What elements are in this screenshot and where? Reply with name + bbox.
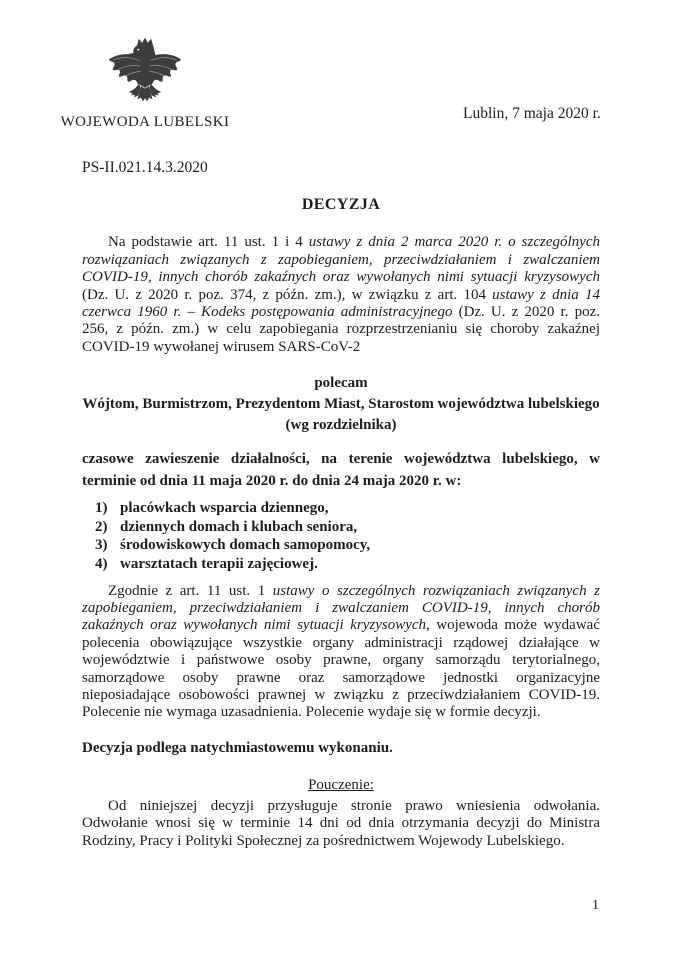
enforcement-clause: Decyzja podlega natychmiastowemu wykonaniu. <box>82 739 393 756</box>
code-title-italic: ustawy z dnia 14 czerwca 1960 r. – Kodeks postępowania administracyjnego <box>82 286 600 321</box>
list-item <box>95 555 600 574</box>
justification-paragraph: Zgodnie z art. 11 ust. 1 ustawy o szczególnych rozwiązaniach związanych z zapobieganiem, przeciwdziałaniem i zwalczaniem COVID-19, innych chorób zakaźnych oraz wywołanych nimi sytuacji kryzysowych, wojewoda może wydawać polecenia obowiązujące wszystkie organy administracji rządowej działające w województwie i państwowe osoby prawne, organy samorządu terytorialnego, samorządowe osoby prawne oraz samorządowe jednostki organizacyjne nieposiadające osobowości prawnej w związku z przeciwdziałaniem COVID-19. Polecenie nie wymaga uzasadnienia. Polecenie wydaje się w formie decyzji. <box>82 582 600 721</box>
order-distribution: (wg rozdzielnika) <box>285 417 397 434</box>
document-body <box>82 196 600 850</box>
order-verb: polecam <box>314 375 368 392</box>
list-item-number: 2) <box>95 518 108 535</box>
statute-title-italic: ustawy o szczególnych rozwiązaniach związanych z zapobieganiem, przeciwdziałaniem i zwalczaniem COVID-19, innych chorób zakaźnych oraz wywołanych nimi sytuacji kryzysowych <box>82 582 600 634</box>
legal-basis-paragraph: Na podstawie art. 11 ust. 1 i 4 ustawy z dnia 2 marca 2020 r. o szczególnych rozwiązaniach związanych z zapobieganiem, przeciwdziałaniem i zwalczaniem COVID-19, innych chorób zakaźnych oraz wywołanych nimi sytuacji kryzysowych (Dz. U. z 2020 r. poz. 374, z późn. zm.), w związku z art. 104 ustawy z dnia 14 czerwca 1960 r. – Kodeks postępowania administracyjnego (Dz. U. z 2020 r. poz. 256, z późn. zm.) w celu zapobiegania rozprzestrzenianiu się choroby zakaźnej COVID-19 wywołanej wirusem SARS-CoV-2 <box>82 234 600 355</box>
order-block <box>82 373 600 436</box>
document-title: DECYZJA <box>301 196 381 213</box>
list-item <box>95 518 600 537</box>
order-subject-paragraph: czasowe zawieszenie działalności, na terenie województwa lubelskiego, w terminie od dnia 11 maja 2020 r. do dnia 24 maja 2020 r. w: <box>82 451 600 489</box>
list-item <box>95 499 600 518</box>
list-item-number: 3) <box>95 537 108 554</box>
statute-title-italic: ustawy z dnia 2 marca 2020 r. o szczególnych rozwiązaniach związanych z zapobieganiem, przeciwdziałaniem i zwalczaniem COVID-19, innych chorób zakaźnych oraz wywołanych nimi sytuacji kryzysowych <box>82 234 600 286</box>
list-item-number: 1) <box>95 500 108 517</box>
list-item <box>95 536 600 555</box>
list-item-text: środowiskowych domach samopomocy, <box>120 537 371 554</box>
order-addressees: Wójtom, Burmistrzom, Prezydentom Miast, Starostom województwa lubelskiego <box>82 396 600 413</box>
page-number: 1 <box>592 898 599 913</box>
appeal-paragraph: Od niniejszej decyzji przysługuje stronie prawo wniesienia odwołania. Odwołanie wnosi się w terminie 14 dni od dnia otrzymania decyzji do Ministra Rodziny, Pracy i Polityki Społecznej za pośrednictwem Wojewody Lubelskiego. <box>82 797 600 849</box>
list-item-text: warsztatach terapii zajęciowej. <box>120 556 318 573</box>
polish-eagle-icon <box>45 36 245 107</box>
instruction-heading: Pouczenie: <box>308 777 374 794</box>
list-item-text: placówkach wsparcia dziennego, <box>120 500 329 517</box>
list-item-text: dziennych domach i klubach seniora, <box>120 518 358 535</box>
authority-name: WOJEWODA LUBELSKI <box>60 114 230 130</box>
place-date: Lublin, 7 maja 2020 r. <box>463 105 601 122</box>
suspension-list <box>82 499 600 573</box>
letterhead <box>45 36 245 131</box>
case-number: PS-II.021.14.3.2020 <box>82 159 208 176</box>
list-item-number: 4) <box>95 556 108 573</box>
